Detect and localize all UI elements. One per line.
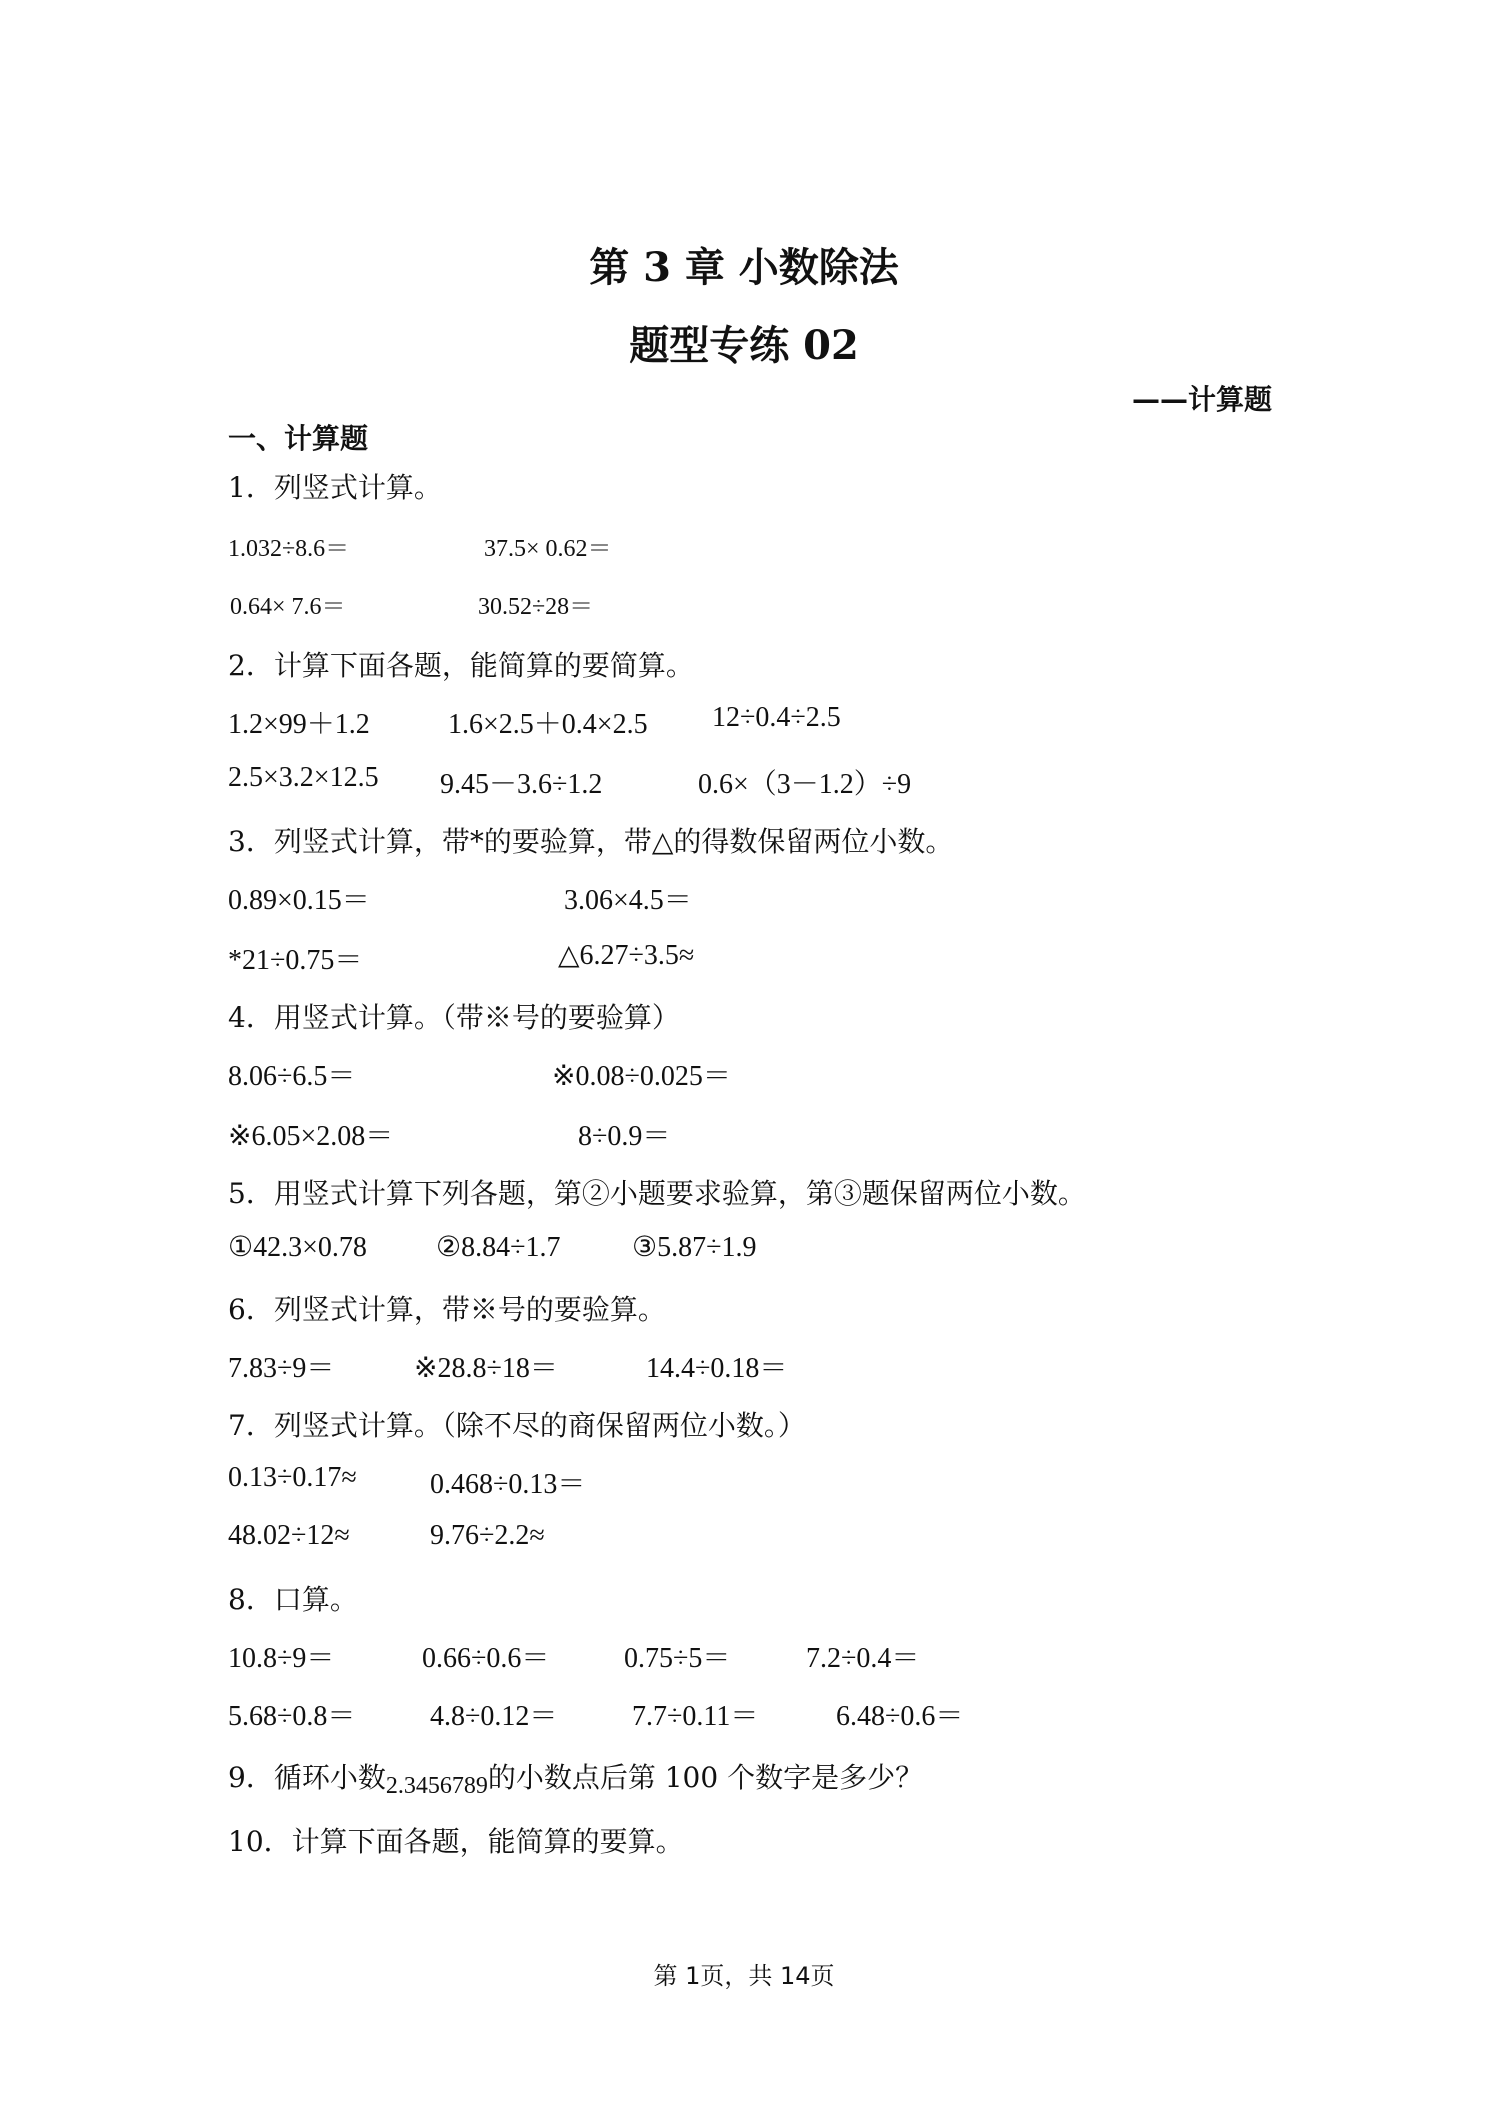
problem: 0.468÷0.13＝ bbox=[430, 1469, 586, 1500]
problem: 4.8÷0.12＝ bbox=[430, 1701, 558, 1732]
problem: 2.5×3.2×12.5 bbox=[228, 762, 379, 793]
problem: 7.7÷0.11＝ bbox=[632, 1701, 759, 1732]
problem: 5.68÷0.8＝ bbox=[228, 1701, 356, 1732]
problem: 0.75÷5＝ bbox=[624, 1643, 731, 1674]
topic-label: ——计算题 bbox=[1131, 383, 1272, 416]
problem: 0.64× 7.6＝ bbox=[230, 594, 346, 620]
problem: ※28.8÷18＝ bbox=[414, 1353, 558, 1384]
problem: 1.032÷8.6＝ bbox=[228, 536, 350, 562]
problem: 6.48÷0.6＝ bbox=[836, 1701, 964, 1732]
question-2: 2．计算下面各题，能简算的要简算。 bbox=[228, 649, 694, 682]
q3-row-2 bbox=[228, 938, 1328, 978]
problem: 7.83÷9＝ bbox=[228, 1353, 335, 1384]
question-9-suffix: 的小数点后第 100 个数字是多少？ bbox=[487, 1761, 924, 1794]
section-title: 一、计算题 bbox=[228, 422, 369, 455]
problem: 0.6×（3－1.2）÷9 bbox=[698, 769, 912, 800]
repeating-decimal: 2.3456789 bbox=[385, 1773, 488, 1799]
problem: 9.76÷2.2≈ bbox=[430, 1520, 545, 1551]
chapter-title: 第 3 章 小数除法 bbox=[589, 244, 899, 291]
problem: 1.2×99＋1.2 bbox=[228, 709, 370, 740]
problem: 1.6×2.5＋0.4×2.5 bbox=[448, 709, 648, 740]
problem: 7.2÷0.4＝ bbox=[806, 1643, 920, 1674]
q3-row-1 bbox=[228, 878, 1328, 918]
problem: 30.52÷28＝ bbox=[478, 594, 594, 620]
q5-row-1 bbox=[228, 1230, 1328, 1270]
q1-row-1 bbox=[228, 528, 1328, 568]
problem: 3.06×4.5＝ bbox=[564, 885, 692, 916]
page-footer: 第 1页，共 14页 bbox=[653, 1962, 835, 1990]
problem: 9.45－3.6÷1.2 bbox=[440, 769, 603, 800]
q4-row-1 bbox=[228, 1054, 1328, 1094]
problem: △6.27÷3.5≈ bbox=[558, 940, 695, 971]
q6-row-1 bbox=[228, 1346, 1328, 1386]
q8-row-2 bbox=[228, 1694, 1328, 1734]
problem: ※0.08÷0.025＝ bbox=[552, 1061, 731, 1092]
question-9-prefix: 9．循环小数 bbox=[228, 1761, 386, 1794]
problem: 48.02÷12≈ bbox=[228, 1520, 350, 1551]
q7-row-1 bbox=[228, 1462, 1328, 1502]
problem: ※6.05×2.08＝ bbox=[228, 1121, 394, 1152]
question-6: 6．列竖式计算，带※号的要验算。 bbox=[228, 1293, 666, 1326]
question-7: 7．列竖式计算。（除不尽的商保留两位小数。） bbox=[228, 1409, 806, 1442]
problem: 14.4÷0.18＝ bbox=[646, 1353, 788, 1384]
problem: 8÷0.9＝ bbox=[578, 1121, 671, 1152]
q2-row-1 bbox=[228, 702, 1328, 742]
problem: 8.06÷6.5＝ bbox=[228, 1061, 356, 1092]
q2-row-2 bbox=[228, 762, 1328, 802]
question-8: 8．口算。 bbox=[228, 1583, 358, 1616]
problem: 37.5× 0.62＝ bbox=[484, 536, 612, 562]
question-3: 3．列竖式计算，带*的要验算，带△的得数保留两位小数。 bbox=[228, 825, 954, 858]
problem: ①42.3×0.78 bbox=[228, 1232, 367, 1263]
question-4: 4．用竖式计算。（带※号的要验算） bbox=[228, 1001, 680, 1034]
problem: 10.8÷9＝ bbox=[228, 1643, 335, 1674]
q7-row-2 bbox=[228, 1520, 1328, 1560]
question-1: 1．列竖式计算。 bbox=[228, 471, 442, 504]
problem: *21÷0.75＝ bbox=[228, 945, 363, 976]
q4-row-2 bbox=[228, 1114, 1328, 1154]
question-5: 5．用竖式计算下列各题，第②小题要求验算，第③题保留两位小数。 bbox=[228, 1177, 1086, 1210]
question-10: 10．计算下面各题，能简算的要算。 bbox=[228, 1825, 684, 1858]
question-9 bbox=[228, 1756, 923, 1800]
problem: 0.89×0.15＝ bbox=[228, 885, 370, 916]
q1-row-2 bbox=[228, 586, 1328, 626]
problem: ③5.87÷1.9 bbox=[632, 1232, 757, 1263]
problem: 0.13÷0.17≈ bbox=[228, 1462, 357, 1493]
problem: 0.66÷0.6＝ bbox=[422, 1643, 550, 1674]
problem: 12÷0.4÷2.5 bbox=[712, 702, 841, 733]
q8-row-1 bbox=[228, 1636, 1328, 1676]
problem: ②8.84÷1.7 bbox=[436, 1232, 561, 1263]
worksheet-subtitle: 题型专练 02 bbox=[629, 322, 859, 369]
